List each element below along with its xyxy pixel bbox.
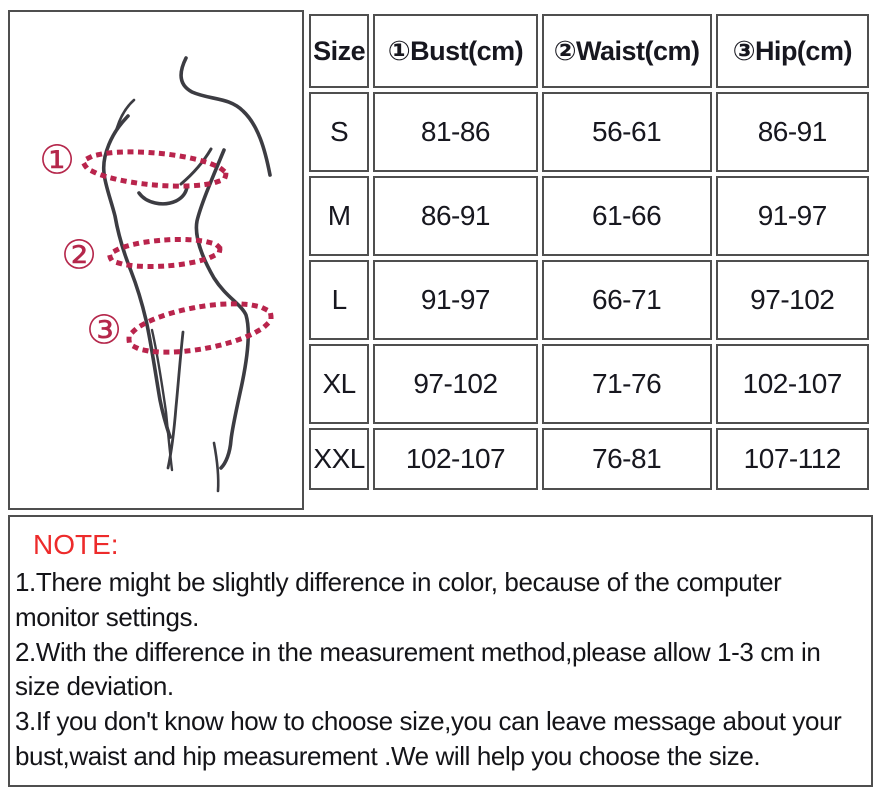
table-row	[309, 176, 869, 256]
top-section	[8, 10, 873, 510]
note-title: NOTE:	[33, 529, 119, 560]
bust-marker-number: ①	[39, 137, 75, 184]
table-row	[309, 428, 869, 490]
hip-marker-number: ③	[86, 307, 122, 354]
waist-cell: 71-76	[542, 344, 712, 424]
waist-cell: 56-61	[542, 92, 712, 172]
table-row	[309, 92, 869, 172]
hip-cell: 91-97	[716, 176, 869, 256]
hip-cell: 86-91	[716, 92, 869, 172]
size-cell: S	[309, 92, 369, 172]
bust-cell: 91-97	[373, 260, 537, 340]
bust-cell: 86-91	[373, 176, 537, 256]
hip-cell: 97-102	[716, 260, 869, 340]
bust-cell: 97-102	[373, 344, 537, 424]
waist-cell: 61-66	[542, 176, 712, 256]
body-outline-illustration	[10, 12, 302, 508]
note-item-1: 1.There might be slightly difference in color, because of the computer monitor settings.	[15, 567, 782, 632]
note-box	[8, 515, 873, 787]
measurement-diagram-panel	[8, 10, 304, 510]
bust-cell: 81-86	[373, 92, 537, 172]
column-header-waist: ②Waist(cm)	[542, 14, 712, 88]
size-table-body	[309, 92, 869, 490]
hip-cell: 102-107	[716, 344, 869, 424]
size-table-container	[305, 10, 873, 510]
size-table	[305, 10, 873, 494]
bust-cell: 102-107	[373, 428, 537, 490]
waist-marker-number: ②	[61, 232, 97, 279]
hip-cell: 107-112	[716, 428, 869, 490]
note-item-2: 2.With the difference in the measurement method,please allow 1-3 cm in size deviation.	[15, 636, 821, 702]
column-header-bust: ①Bust(cm)	[373, 14, 537, 88]
table-header-row	[309, 14, 869, 88]
waist-cell: 66-71	[542, 260, 712, 340]
column-header-size: Size	[309, 14, 369, 88]
column-header-hip: ③Hip(cm)	[716, 14, 869, 88]
table-row	[309, 260, 869, 340]
size-cell: XXL	[309, 428, 369, 490]
size-cell: L	[309, 260, 369, 340]
size-cell: XL	[309, 344, 369, 424]
note-item-3: 3.If you don't know how to choose size,you can leave message about your bust,waist and hip measurement .We will help you choose the size.	[15, 706, 842, 772]
waist-cell: 76-81	[542, 428, 712, 490]
size-cell: M	[309, 176, 369, 256]
table-row	[309, 344, 869, 424]
